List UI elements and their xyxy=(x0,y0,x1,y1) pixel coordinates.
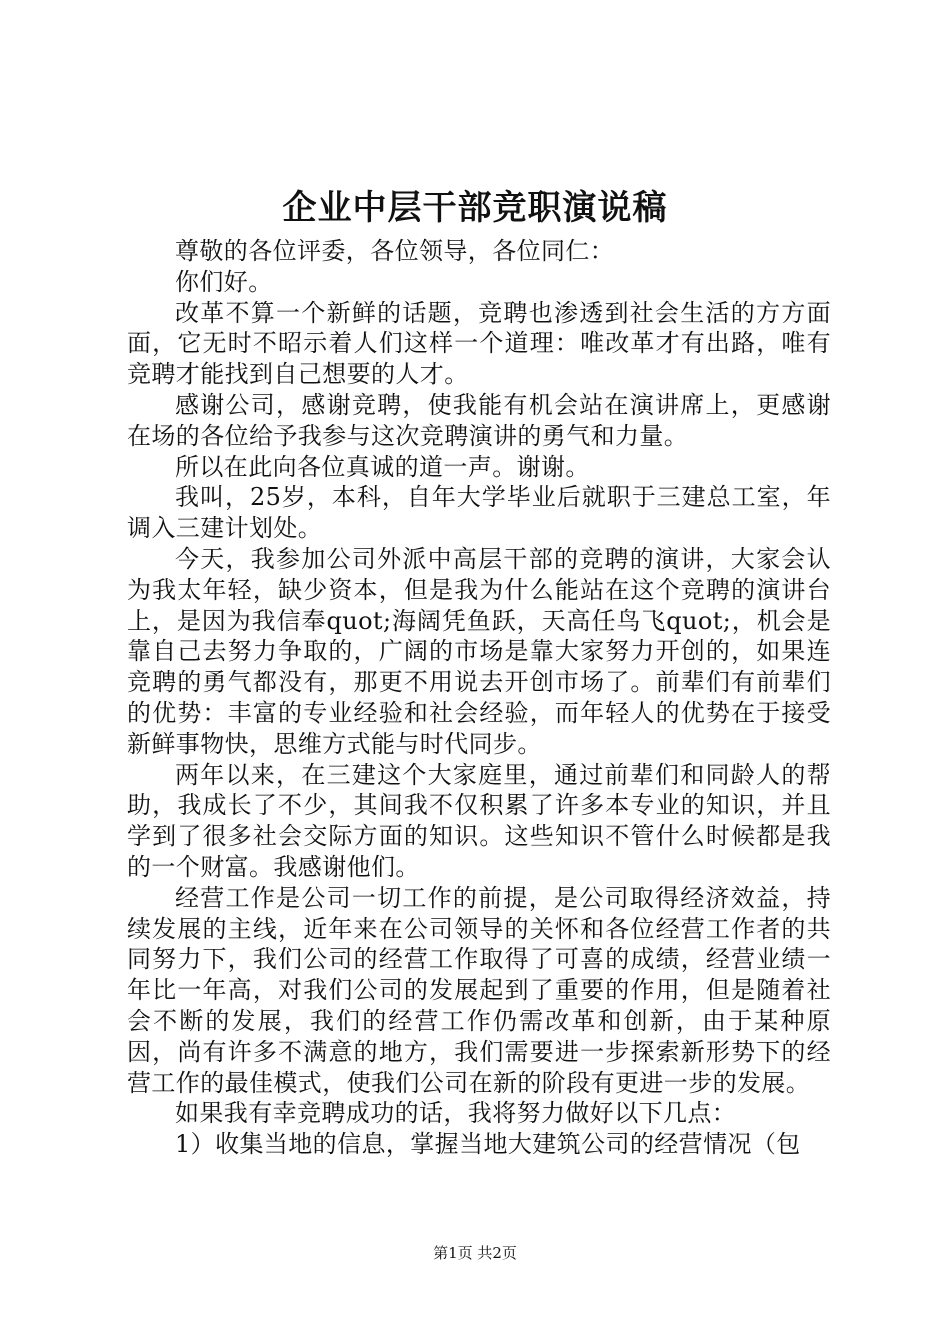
page-footer: 第1页 共2页 xyxy=(433,1244,517,1262)
paragraph-plan-intro: 如果我有幸竞聘成功的话，我将努力做好以下几点： xyxy=(175,1099,737,1128)
paragraph-plan-item-1: 1）收集当地的信息，掌握当地大建筑公司的经营情况（包 xyxy=(175,1130,801,1159)
document-title: 企业中层干部竞职演说稿 xyxy=(282,188,668,228)
paragraph-hello: 你们好。 xyxy=(175,267,273,296)
paragraph-motivation: 今天，我参加公司外派中高层干部的竞聘的演讲，大家会认为我太年轻，缺少资本，但是我为什么能站在这个竞聘的演讲台上，是因为我信奉quot;海阔凭鱼跃，天高任鸟飞quot;，机会是靠自己去努力争取的，广阔的市场是靠大家努力开创的，如果连竞聘的勇气都没有，那更不用说去开创市场了。前辈们有前辈们的优势：丰富的专业经验和社会经验，而年轻人的优势在于接受新鲜事物快，思维方式能与时代同步。 xyxy=(127,544,831,758)
paragraph-reform: 改革不算一个新鲜的话题，竞聘也渗透到社会生活的方方面面，它无时不昭示着人们这样一个道理：唯改革才有出路，唯有竞聘才能找到自己想要的人才。 xyxy=(127,298,831,389)
paragraph-growth: 两年以来，在三建这个大家庭里，通过前辈们和同龄人的帮助，我成长了不少，其间我不仅积累了许多本专业的知识，并且学到了很多社会交际方面的知识。这些知识不管什么时候都是我的一个财富。我感谢他们。 xyxy=(127,760,831,881)
paragraph-introduction: 我叫，25岁，本科，自年大学毕业后就职于三建总工室，年调入三建计划处。 xyxy=(127,483,831,543)
document-body xyxy=(127,236,831,1160)
paragraph-gratitude: 所以在此向各位真诚的道一声。谢谢。 xyxy=(175,452,590,481)
paragraph-thanks: 感谢公司，感谢竞聘，使我能有机会站在演讲席上，更感谢在场的各位给予我参与这次竞聘演讲的勇气和力量。 xyxy=(127,390,831,450)
paragraph-greeting: 尊敬的各位评委，各位领导，各位同仁： xyxy=(175,237,615,265)
paragraph-business: 经营工作是公司一切工作的前提，是公司取得经济效益，持续发展的主线，近年来在公司领导的关怀和各位经营工作者的共同努力下，我们公司的经营工作取得了可喜的成绩，经营业绩一年比一年高，对我们公司的发展起到了重要的作用，但是随着社会不断的发展，我们的经营工作仍需改革和创新，由于某种原因，尚有许多不满意的地方，我们需要进一步探索新形势下的经营工作的最佳模式，使我们公司在新的阶段有更进一步的发展。 xyxy=(127,883,831,1097)
